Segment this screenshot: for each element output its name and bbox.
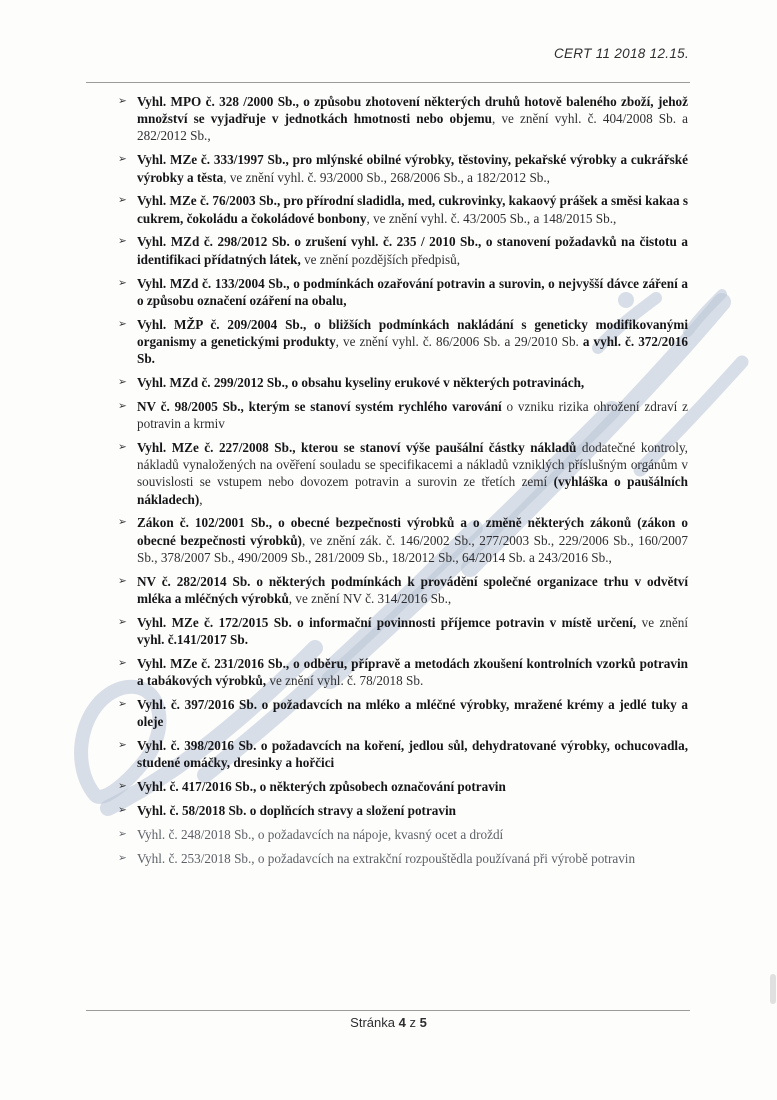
regulation-detail-run: , ve znění vyhl. č. 86/2006 Sb. a 29/2010 Sb. <box>335 333 583 349</box>
regulation-title-run: Vyhl. MZe č. 231/2016 Sb., o odběru, přípravě a metodách zkoušení kontrolních vzorků potravin a tabákových výrobků, <box>137 655 688 689</box>
footer-prefix: Stránka <box>350 1015 395 1030</box>
page-footer <box>0 1015 777 1030</box>
arrow-bullet-icon: ➢ <box>118 440 127 453</box>
regulation-text <box>137 151 688 185</box>
regulation-title-run: NV č. 98/2005 Sb., kterým se stanoví systém rychlého varování <box>137 398 502 414</box>
regulation-text <box>137 316 688 368</box>
regulation-title-run: Vyhl. č. 417/2016 Sb., o některých způsobech označování potravin <box>137 779 506 795</box>
regulation-title-run: Vyhl. MZe č. 172/2015 Sb. o informační povinnosti příjemce potravin v místě určení, <box>137 614 637 630</box>
regulation-title-run: Zákon č. 102/2001 Sb., o obecné bezpečnosti výrobků a o změně některých zákonů (zákon o obecné bezpečnosti výrobků) <box>137 515 688 548</box>
regulation-text <box>137 850 688 867</box>
arrow-bullet-icon: ➢ <box>118 780 127 793</box>
list-item <box>118 398 688 432</box>
list-item <box>118 614 688 648</box>
regulation-title-run: Vyhl. MPO č. 328 /2000 Sb., o způsobu zhotovení některých druhů hotově baleného zboží, jehož množství se vyjadřuje v jednotkách hmotnosti nebo objemu <box>137 94 688 127</box>
arrow-bullet-icon: ➢ <box>118 317 127 330</box>
regulation-detail-run: dodatečné kontroly, nákladů vynaložených na ověření souladu se specifikacemi a nákladů vzniklých příslušným orgánům v souvislosti se vstupem nebo dovozem potravin a surovin ze třetích zemí <box>137 439 688 490</box>
list-item <box>118 826 688 843</box>
regulation-title-run: a vyhl. č. 372/2016 Sb. <box>137 333 689 367</box>
regulation-title-run: NV č. 282/2014 Sb. o některých podmínkách k provádění společné organizace trhu v odvětví mléka a mléčných výrobků <box>137 573 688 606</box>
header-rule <box>86 82 690 83</box>
regulation-text <box>137 233 688 267</box>
footer-total-pages: 5 <box>419 1015 427 1030</box>
regulation-text <box>137 192 688 226</box>
list-item <box>118 374 688 391</box>
regulation-text <box>137 826 688 843</box>
arrow-bullet-icon: ➢ <box>118 804 127 817</box>
list-item <box>118 696 688 730</box>
list-item <box>118 439 688 508</box>
regulation-detail-run: ve znění <box>636 614 688 630</box>
regulation-text <box>137 439 688 508</box>
arrow-bullet-icon: ➢ <box>118 574 127 587</box>
arrow-bullet-icon: ➢ <box>118 615 127 628</box>
arrow-bullet-icon: ➢ <box>118 399 127 412</box>
regulation-title-run: Vyhl. MZe č. 227/2008 Sb., kterou se stanoví výše paušální částky nákladů <box>137 439 577 455</box>
regulation-detail-run: , ve znění vyhl. č. 43/2005 Sb., a 148/2015 Sb., <box>366 210 617 226</box>
list-item <box>118 514 688 566</box>
regulation-detail-run: Vyhl. č. 248/2018 Sb., o požadavcích na nápoje, kvasný ocet a droždí <box>137 827 504 842</box>
regulation-detail-run: , ve znění vyhl. č. 404/2008 Sb. a 282/2012 Sb., <box>137 111 689 144</box>
regulation-text <box>137 655 688 689</box>
list-item <box>118 737 688 771</box>
regulation-text <box>137 573 688 607</box>
scan-artifact <box>770 974 776 1004</box>
regulation-title-run: Vyhl. MZe č. 333/1997 Sb., pro mlýnské obilné výrobky, těstoviny, pekařské výrobky a cukrářské výrobky a těsta <box>137 152 688 185</box>
arrow-bullet-icon: ➢ <box>118 95 127 107</box>
arrow-bullet-icon: ➢ <box>118 153 127 166</box>
regulation-text <box>137 778 688 795</box>
regulation-list <box>118 93 688 874</box>
list-item <box>118 275 688 309</box>
regulation-text <box>137 614 688 648</box>
list-item <box>118 192 688 226</box>
list-item <box>118 233 688 267</box>
regulation-text <box>137 514 688 566</box>
regulation-text <box>137 802 688 819</box>
header-reference: CERT 11 2018 12.15. <box>553 46 689 61</box>
regulation-detail-run: , ve znění vyhl. č. 93/2000 Sb., 268/2006 Sb., a 182/2012 Sb., <box>223 169 550 185</box>
regulation-title-run: Vyhl. MZd č. 299/2012 Sb., o obsahu kyseliny erukové v některých potravinách, <box>137 374 585 390</box>
regulation-title-run: Vyhl. č. 58/2018 Sb. o doplňcích stravy a složení potravin <box>137 803 456 819</box>
arrow-bullet-icon: ➢ <box>118 276 127 289</box>
regulation-title-run: Vyhl. č. 398/2016 Sb. o požadavcích na koření, jedlou sůl, dehydratované výrobky, ochucovadla, studené omáčky, dresinky a hořčici <box>137 738 688 771</box>
arrow-bullet-icon: ➢ <box>118 235 127 248</box>
regulation-text <box>137 275 688 309</box>
arrow-bullet-icon: ➢ <box>118 828 127 840</box>
list-item <box>118 850 688 867</box>
footer-page-number: 4 <box>398 1015 406 1030</box>
arrow-bullet-icon: ➢ <box>118 739 127 752</box>
regulation-detail-run: , ve znění zák. č. 146/2002 Sb., 277/2003 Sb., 229/2006 Sb., 160/2007 Sb., 378/2007 Sb., 490/2009 Sb., 281/2009 Sb., 18/2012 Sb., 64/2014 Sb. a 243/2016 Sb., <box>137 532 688 565</box>
list-item <box>118 151 688 185</box>
arrow-bullet-icon: ➢ <box>118 698 127 711</box>
regulation-title-run: Vyhl. č. 397/2016 Sb. o požadavcích na mléko a mléčné výrobky, mražené krémy a jedlé tuky a oleje <box>137 697 688 730</box>
regulation-title-run: Vyhl. MŽP č. 209/2004 Sb., o bližších podmínkách nakládání s geneticky modifikovanými organismy a genetickými produkty <box>137 316 688 349</box>
list-item <box>118 573 688 607</box>
list-item <box>118 802 688 819</box>
regulation-detail-run: ve znění pozdějších předpisů, <box>300 251 461 267</box>
regulation-text <box>137 374 688 391</box>
regulation-detail-run: Vyhl. č. 253/2018 Sb., o požadavcích na extrakční rozpouštědla používaná při výrobě potravin <box>137 850 636 866</box>
regulation-title-run: Vyhl. MZe č. 76/2003 Sb., pro přírodní sladidla, med, cukrovinky, kakaový prášek a směsi kakaa s cukrem, čokoládu a čokoládové bonbony <box>137 193 688 226</box>
arrow-bullet-icon: ➢ <box>118 375 127 388</box>
footer-rule <box>86 1010 690 1011</box>
arrow-bullet-icon: ➢ <box>118 851 127 864</box>
regulation-detail-run: o vzniku rizika ohrožení zdraví z potravin a krmiv <box>137 398 688 432</box>
arrow-bullet-icon: ➢ <box>118 656 127 669</box>
list-item <box>118 93 688 145</box>
list-item <box>118 778 688 795</box>
list-item <box>118 655 688 689</box>
footer-separator: z <box>409 1015 416 1030</box>
regulation-text <box>137 93 688 145</box>
regulation-text <box>137 696 688 730</box>
arrow-bullet-icon: ➢ <box>118 516 127 529</box>
regulation-title-run: Vyhl. MZd č. 298/2012 Sb. o zrušení vyhl. č. 235 / 2010 Sb., o stanovení požadavků na čistotu a identifikaci přídatných látek, <box>137 234 688 267</box>
list-item <box>118 316 688 368</box>
regulation-title-run: vyhl. č.141/2017 Sb. <box>137 632 249 648</box>
regulation-detail-run: , ve znění NV č. 314/2016 Sb., <box>288 590 452 606</box>
arrow-bullet-icon: ➢ <box>118 194 127 207</box>
regulation-detail-run: ve znění vyhl. č. 78/2018 Sb. <box>266 673 424 689</box>
regulation-text <box>137 737 688 771</box>
regulation-title-run: Vyhl. MZd č. 133/2004 Sb., o podmínkách ozařování potravin a surovin, o nejvyšší dávce záření a o způsobu označení ozáření na obalu, <box>137 275 688 308</box>
regulation-detail-run: , <box>199 491 203 507</box>
regulation-text <box>137 398 688 432</box>
regulation-title-run: (vyhláška o paušálních nákladech) <box>137 474 688 507</box>
